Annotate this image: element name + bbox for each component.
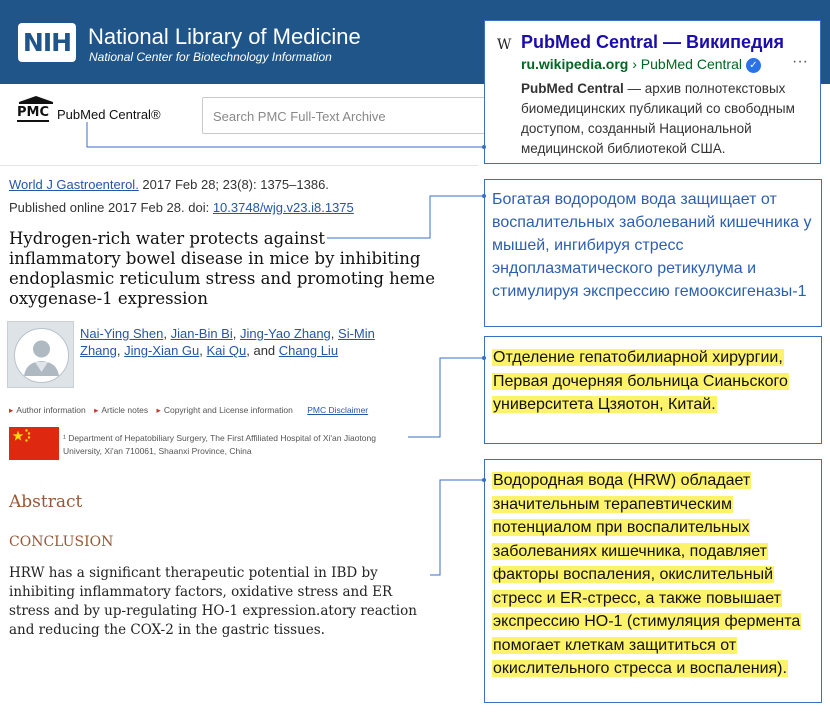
- published-line: [9, 200, 354, 215]
- wikipedia-search-card: [484, 20, 821, 164]
- doi-link[interactable]: 10.3748/wjg.v23.i8.1375: [212, 200, 354, 215]
- nlm-subtitle: National Center for Biotechnology Information: [89, 50, 332, 64]
- wiki-result-title[interactable]: PubMed Central — Википедия: [521, 32, 785, 52]
- nlm-title[interactable]: National Library of Medicine: [88, 24, 361, 49]
- pmc-mark: PMC: [17, 105, 50, 120]
- citation-line: [9, 177, 329, 192]
- bullet-icon: ▸: [94, 405, 99, 415]
- wiki-result-url[interactable]: [521, 56, 761, 73]
- author-information-link[interactable]: Author information: [16, 405, 86, 415]
- conclusion-translation: [492, 469, 818, 681]
- china-flag-icon: [9, 427, 59, 460]
- wiki-result-description: [521, 79, 817, 159]
- nih-logo[interactable]: NIH: [18, 23, 76, 62]
- affiliation: ¹ Department of Hepatobiliary Surgery, The First Affiliated Hospital of Xi'an Jiaotong University, Xi'an 710061, Shaanxi Province, China: [63, 433, 376, 456]
- author-separator: , and: [246, 343, 279, 358]
- author-separator: ,: [199, 343, 207, 358]
- bullet-icon: ▸: [156, 405, 161, 415]
- author-link[interactable]: Jing-Xian Gu: [124, 343, 200, 358]
- citation-details: 2017 Feb 28; 23(8): 1375–1386.: [138, 177, 329, 192]
- conclusion-text: HRW has a significant therapeutic potential in IBD by inhibiting inflammatory factors, oxidative stress and ER stress and by up-regulating HO-1 expression.atory reaction and reducing the COX-2 in the gastric tissues.: [9, 565, 417, 638]
- verified-check-icon: ✓: [746, 58, 761, 73]
- title-translation: Богатая водородом вода защищает от воспалительных заболеваний кишечника у мышей, ингибируя стресс эндоплазматического ретикулума и стимулируя экспрессию гемооксигеназы-1: [492, 191, 812, 300]
- wiki-desc-bold: PubMed Central: [521, 81, 624, 96]
- divider: [0, 165, 478, 166]
- conclusion-translation-text: Водородная вода (HRW) обладает значительным терапевтическим потенциалом при воспалительных заболеваниях кишечника, подавляет факторы воспаления, окислительный стресс и ER-стресс, а также повышает экспрессию HO-1 (стимуляция фермента помогает клеткам защититься от окислительного стресса и воспаления).: [493, 472, 801, 677]
- search-input[interactable]: Search PMC Full-Text Archive: [202, 97, 492, 134]
- title-translation-box: [484, 179, 822, 327]
- wiki-desc-rest: — архив полнотекстовых биомедицинских публикаций со свободным доступом, созданный Национальной медицинской библиотекой США.: [521, 81, 795, 156]
- affiliation-translation-box: [484, 336, 822, 444]
- affiliation-translation-text: Отделение гепатобилиарной хирургии, Первая дочерняя больница Сианьского университета Цзяотон, Китай.: [493, 349, 788, 413]
- conclusion-translation-box: [484, 459, 822, 703]
- conclusion-heading: CONCLUSION: [9, 534, 114, 550]
- journal-link[interactable]: World J Gastroenterol.: [9, 177, 139, 192]
- pmc-logo-text: PubMed Central®: [57, 107, 161, 122]
- author-separator: ,: [330, 326, 339, 341]
- author-link[interactable]: Jing-Yao Zhang: [239, 326, 331, 341]
- pmc-disclaimer-link[interactable]: PMC Disclaimer: [307, 405, 369, 415]
- more-options-icon[interactable]: ···: [792, 53, 808, 70]
- abstract-heading: Abstract: [9, 492, 83, 512]
- copyright-link[interactable]: Copyright and License information: [163, 405, 293, 415]
- author-link[interactable]: Jian-Bin Bi: [170, 326, 233, 341]
- author-separator: ,: [163, 326, 171, 341]
- author-link[interactable]: Si-Min Zhang: [80, 326, 375, 358]
- author-link[interactable]: Chang Liu: [278, 343, 339, 358]
- wiki-url-domain: ru.wikipedia.org: [521, 56, 629, 72]
- pmc-roof-bar: [19, 102, 53, 104]
- bullet-icon: ▸: [9, 405, 14, 415]
- avatar-placeholder-icon: [7, 321, 74, 388]
- article-notes-link[interactable]: Article notes: [101, 405, 149, 415]
- affiliation-translation: [492, 346, 818, 417]
- author-separator: ,: [116, 343, 125, 358]
- article-title: Hydrogen-rich water protects against inflammatory bowel disease in mice by inhibiting endoplasmic reticulum stress and promoting heme oxygenase-1 expression: [9, 229, 435, 308]
- connector-conclusion: [430, 480, 484, 575]
- published-prefix: Published online 2017 Feb 28. doi:: [9, 200, 213, 215]
- connector-affiliation: [408, 358, 484, 437]
- wikipedia-icon: W: [497, 37, 512, 53]
- author-link[interactable]: Kai Qu: [206, 343, 247, 358]
- wiki-url-path: › PubMed Central: [628, 56, 742, 72]
- article-meta-links: [9, 405, 374, 416]
- author-link[interactable]: Nai-Ying Shen: [80, 326, 164, 341]
- author-list: [80, 325, 410, 359]
- author-separator: ,: [232, 326, 240, 341]
